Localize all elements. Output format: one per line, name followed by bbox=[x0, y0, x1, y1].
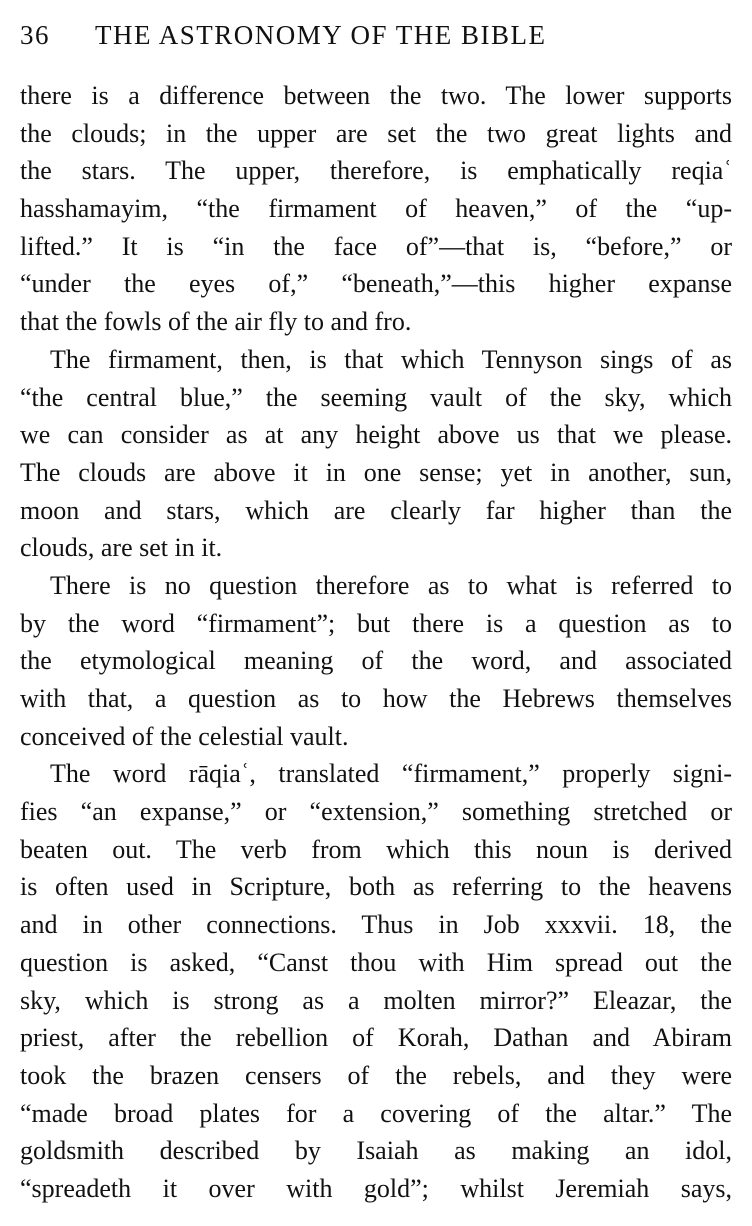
text-line: “made broad plates for a covering of the altar.” The bbox=[20, 1098, 732, 1128]
text-line: the stars. The upper, therefore, is emphatically reqiaʿ bbox=[20, 156, 732, 186]
body-text bbox=[20, 77, 732, 1208]
text-line: moon and stars, which are clearly far higher than the bbox=[20, 495, 732, 525]
text-line: by the word “firmament”; but there is a question as to bbox=[20, 608, 732, 638]
text-line: The word rāqiaʿ, translated “firmament,” properly signi- bbox=[50, 759, 732, 789]
page-number: 36 bbox=[20, 20, 50, 50]
text-line: priest, after the rebellion of Korah, Dathan and Abiram bbox=[20, 1023, 732, 1053]
text-line: clouds, are set in it. bbox=[20, 533, 223, 563]
text-line: is often used in Scripture, both as referring to the heavens bbox=[20, 872, 732, 902]
text-line: The firmament, then, is that which Tennyson sings of as bbox=[50, 344, 732, 374]
text-line: with that, a question as to how the Hebrews themselves bbox=[20, 684, 732, 713]
text-line: there is a difference between the two. The lower supports bbox=[20, 81, 732, 110]
text-line: the clouds; in the upper are set the two great lights and bbox=[20, 118, 732, 148]
text-line: “the central blue,” the seeming vault of the sky, which bbox=[20, 382, 732, 412]
text-line: conceived of the celestial vault. bbox=[20, 721, 349, 751]
text-line: lifted.” It is “in the face of”—that is, “before,” or bbox=[20, 231, 732, 261]
text-line: took the brazen censers of the rebels, and they were bbox=[20, 1060, 732, 1090]
text-line: There is no question therefore as to what is referred to bbox=[50, 570, 732, 600]
text-line: goldsmith described by Isaiah as making an idol, bbox=[20, 1136, 732, 1166]
text-line: The clouds are above it in one sense; yet in another, sun, bbox=[20, 457, 732, 487]
text-line: we can consider as at any height above us that we please. bbox=[20, 420, 732, 450]
text-line: the etymological meaning of the word, and associated bbox=[20, 646, 732, 676]
text-line: fies “an expanse,” or “extension,” something stretched or bbox=[20, 797, 732, 827]
text-line: hasshamayim, “the firmament of heaven,” of the “up- bbox=[20, 194, 732, 224]
text-line: sky, which is strong as a molten mirror?” Eleazar, the bbox=[20, 985, 732, 1015]
text-line: beaten out. The verb from which this noun is derived bbox=[20, 834, 732, 864]
text-line: and in other connections. Thus in Job xxxvii. 18, the bbox=[20, 910, 732, 940]
text-line: “spreadeth it over with gold”; whilst Jeremiah says, bbox=[20, 1173, 732, 1203]
running-title: THE ASTRONOMY OF THE BIBLE bbox=[95, 20, 547, 50]
text-line: question is asked, “Canst thou with Him spread out the bbox=[20, 947, 732, 977]
text-line: that the fowls of the air fly to and fro. bbox=[20, 307, 412, 337]
page-header bbox=[20, 20, 730, 56]
text-line: “under the eyes of,” “beneath,”—this higher expanse bbox=[20, 269, 732, 299]
